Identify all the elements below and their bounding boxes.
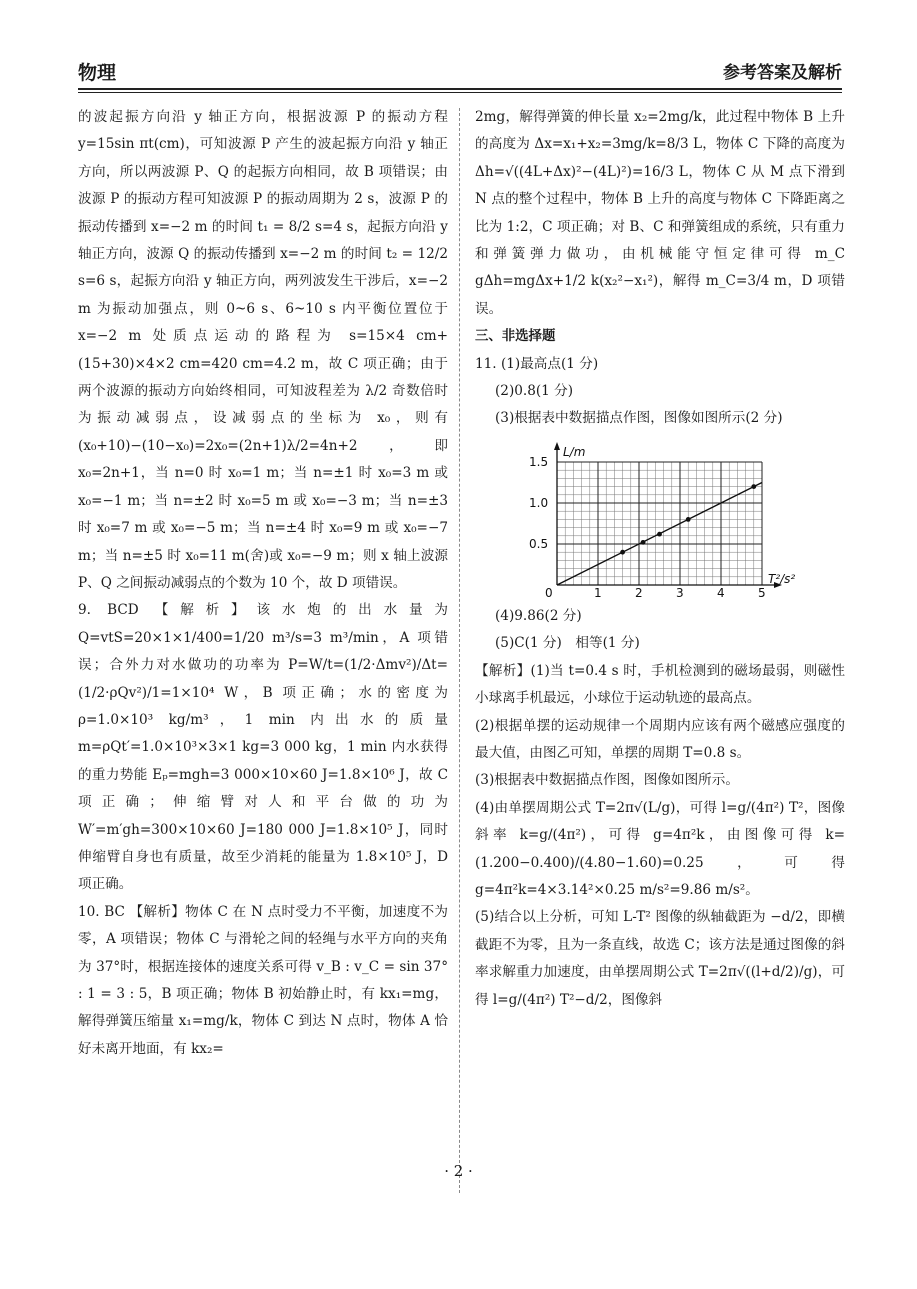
data-point — [657, 532, 662, 537]
q11-analysis-5: (5)结合以上分析，可知 L-T² 图像的纵轴截距为 −d/2，即横截距不为零，且为一条直线，故选 C；该方法是通过图像的斜率求解重力加速度，由单摆周期公式 T=2π√((l+d/2)/g)，可得 l=g/(4π²) T²−d/2，图像斜 — [475, 909, 845, 1008]
data-point — [641, 540, 646, 545]
q9-answer: 9. BCD 【解析】该水炮的出水量为 Q=vtS=20×1×1/400=1/20 m³/s=3 m³/min，A 项错误；合外力对水做功的功率为 P=W/t=(1/2·Δmv²)/Δt=(1/2·ρQv²)/1=1×10⁴ W，B 项正确；水的密度为 ρ=1.0×10³ kg/m³，1 min 内出水的质量 m=ρQt′=1.0×10³×3×1 kg=3 000 kg，1 min 内水获得的重力势能 Eₚ=mgh=3 000×10×60 J=1.8×10⁶ J，故 C 项正确；伸缩臂对人和平台做的功为 W′=m′gh=300×10×60 J=180 000 J=1.8×10⁵ J，同时伸缩臂自身也有质量，故至少消耗的能量为 1.8×10⁵ J，D 项正确。 — [78, 602, 448, 893]
q11-line-1: 11. (1)最高点(1 分) — [475, 355, 599, 372]
data-point — [620, 550, 625, 555]
q10-answer: 10. BC 【解析】物体 C 在 N 点时受力不平衡，加速度不为零，A 项错误；物体 C 与滑轮之间的轻绳与水平方向的夹角为 37°时，根据连接体的速度关系可得 v_B : v_C = sin 37° : 1 = 3 : 5，B 项正确；物体 B 初始静止时，有 kx₁=mg，解得弹簧压缩量 x₁=mg/k，物体 C 到达 N 点时，物体 A 恰好未离开地面，有 kx₂= — [78, 903, 448, 1057]
q11-line-4: (4)9.86(2 分) — [495, 607, 582, 624]
q11-line-2: (2)0.8(1 分) — [495, 383, 574, 400]
q11-analysis-3: (3)根据表中数据描点作图，图像如图所示。 — [475, 772, 739, 789]
l-t2-chart — [475, 435, 845, 601]
y-tick-label: 0.5 — [529, 536, 549, 551]
left-column — [78, 104, 448, 1063]
data-point — [686, 517, 691, 522]
x-axis-label: T²/s² — [768, 571, 796, 586]
right-column — [475, 104, 845, 1014]
q11-analysis-1: 【解析】(1)当 t=0.4 s 时，手机检测到的磁场最弱，则磁性小球离手机最远，小球位于运动轨迹的最高点。 — [475, 662, 845, 707]
q11-analysis-4: (4)由单摆周期公式 T=2π√(L/g)，可得 l=g/(4π²) T²，图像斜率 k=g/(4π²)，可得 g=4π²k，由图像可得 k=(1.200−0.400)/(4.80−1.60)=0.25，可得 g=4π²k=4×3.14²×0.25 m/s²=9.86 m/s²。 — [475, 799, 845, 898]
x-tick-label: 5 — [758, 585, 766, 600]
q10-continuation: 2mg，解得弹簧的伸长量 x₂=2mg/k，此过程中物体 B 上升的高度为 Δx=x₁+x₂=3mg/k=8/3 L，物体 C 下降的高度为 Δh=√((4L+Δx)²−(4L)²)=16/3 L，物体 C 从 M 点下滑到 N 点的整个过程中，物体 B 上升的高度与物体 C 下降距离之比为 1:2，C 项正确；对 B、C 和弹簧组成的系统，只有重力和弹簧弹力做功，由机械能守恒定律可得 m_C gΔh=mgΔx+1/2 k(x₂²−x₁²)，解得 m_C=3/4 m，D 项错误。 — [475, 109, 845, 317]
page-header — [78, 58, 842, 86]
y-tick-label: 1.5 — [529, 454, 549, 469]
x-tick-label: 3 — [676, 585, 684, 600]
header-rule-thick — [78, 88, 842, 90]
document-title: 参考答案及解析 — [723, 63, 842, 83]
chart-svg — [475, 435, 845, 601]
subject-label: 物理 — [78, 62, 117, 84]
section-title: 三、非选择题 — [475, 329, 556, 345]
column-divider — [459, 108, 460, 1193]
x-tick-label: 2 — [635, 585, 643, 600]
q8-continuation: 的波起振方向沿 y 轴正方向，根据波源 P 的振动方程 y=15sin πt(cm)，可知波源 P 产生的波起振方向沿 y 轴正方向，所以两波源 P、Q 的起振方向相同，故 B 项错误；由波源 P 的振动方程可知波源 P 的振动周期为 2 s，波源 P 的振动传播到 x=−2 m 的时间 t₁ = 8/2 s=4 s，起振方向沿 y 轴正方向，波源 Q 的振动传播到 x=−2 m 的时间 t₂ = 12/2 s=6 s，起振方向沿 y 轴正方向，两列波发生干涉后，x=−2 m 为振动加强点，则 0~6 s、6~10 s 内平衡位置位于 x=−2 m 处质点运动的路程为 s=15×4 cm+(15+30)×4×2 cm=420 cm=4.2 m，故 C 项正确；由于两个波源的振动方向始终相同，可知波程差为 λ/2 奇数倍时为振动减弱点，设减弱点的坐标为 x₀，则有(x₀+10)−(10−x₀)=2x₀=(2n+1)λ/2=4n+2，即 x₀=2n+1，当 n=0 时 x₀=1 m；当 n=±1 时 x₀=3 m 或 x₀=−1 m；当 n=±2 时 x₀=5 m 或 x₀=−3 m；当 n=±3时 x₀=7 m 或 x₀=−5 m；当 n=±4 时 x₀=9 m 或 x₀=−7 m；当 n=±5 时 x₀=11 m(舍)或 x₀=−9 m；则 x 轴上波源 P、Q 之间振动减弱点的个数为 10 个，故 D 项错误。 — [78, 109, 448, 591]
page-number: · 2 · — [444, 1162, 473, 1180]
x-tick-label: 0 — [545, 585, 553, 600]
x-tick-label: 1 — [594, 585, 602, 600]
y-axis-arrow — [554, 442, 560, 450]
header-rule-thin — [78, 92, 842, 93]
x-tick-label: 4 — [717, 585, 725, 600]
y-tick-label: 1.0 — [529, 495, 549, 510]
data-point — [751, 484, 756, 489]
chart-axes — [554, 442, 782, 588]
q11-line-5: (5)C(1 分) 相等(1 分) — [495, 635, 640, 652]
q11-analysis-2: (2)根据单摆的运动规律一个周期内应该有两个磁感应强度的最大值，由图乙可知，单摆的周期 T=0.8 s。 — [475, 717, 845, 761]
y-axis-label: L/m — [563, 444, 586, 459]
chart-grid-major — [557, 462, 762, 585]
chart-grid-minor — [557, 462, 762, 585]
q11-line-3: (3)根据表中数据描点作图，图像如图所示(2 分) — [495, 410, 783, 427]
